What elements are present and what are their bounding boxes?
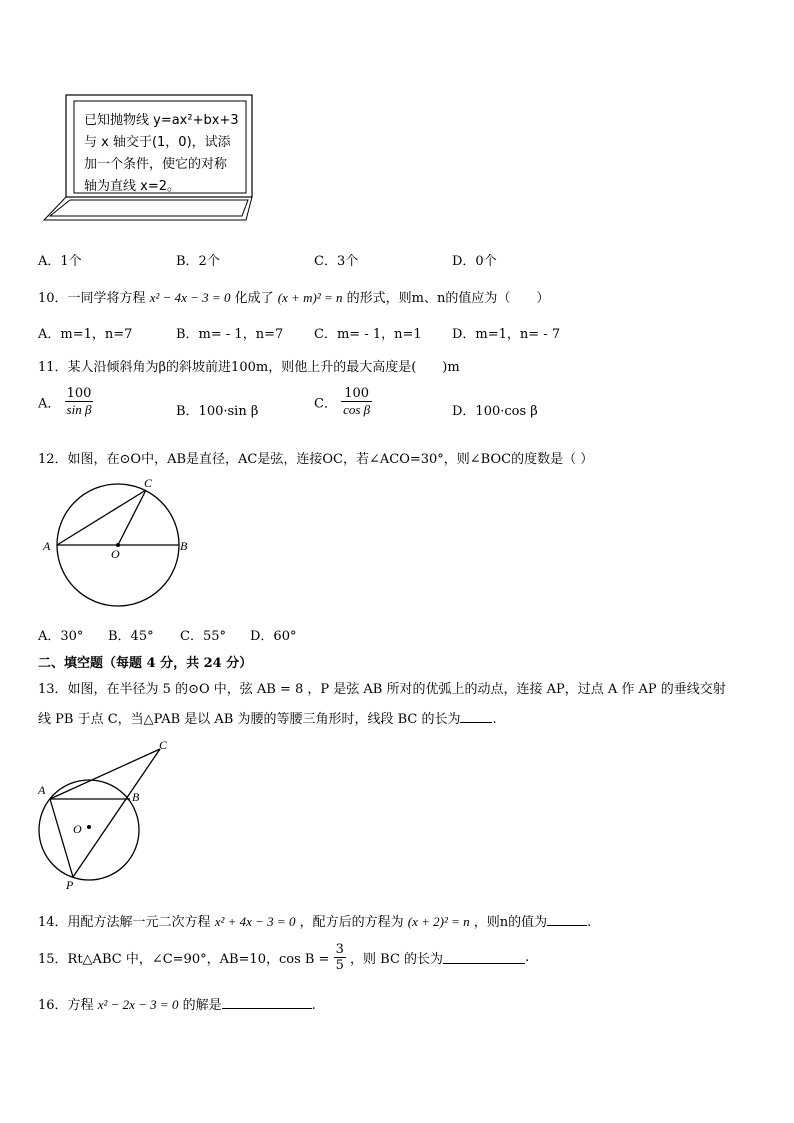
q14-equation-1: x² + 4x − 3 = 0 [214, 914, 296, 929]
q13-answer-blank [460, 710, 492, 723]
q10-equation-2: (x + m)² = n [277, 290, 343, 305]
q13-stem-line2: 线 PB 于点 C，当△PAB 是以 AB 为腰的等腰三角形时，线段 BC 的长为 . [38, 712, 497, 727]
q10-stem: 10．一同学将方程 x² − 4x − 3 = 0 化成了 (x + m)² = n 的形式，则m、n的值应为（ ） [38, 290, 550, 306]
q14-equation-2: (x + 2)² = n [407, 914, 470, 929]
q11-option-d: D．100·cos β [452, 404, 538, 419]
q13-label-b: B [132, 790, 140, 804]
q13-stem-line1: 13．如图，在半径为 5 的⊙O 中，弦 AB = 8 ，P 是弦 AB 所对的优弧上的动点，连接 AP，过点 A 作 AP 的垂线交射 [38, 682, 726, 697]
q11-option-c-fraction: $\frac{100}{\text{cos β}}$ [343, 386, 371, 417]
q9-option-c: C．3个 [314, 254, 359, 269]
q11-option-b: B．100·sin β [176, 404, 259, 419]
q15-answer-blank [443, 951, 525, 964]
q10-option-d: D．m=1，n= - 7 [452, 327, 561, 342]
q12-label-b: B [180, 539, 188, 553]
q14-stem: 14．用配方法解一元二次方程 x² + 4x − 3 = 0 ，配方后的方程为 (x + 2)² = n ，则n的值为 . [38, 914, 592, 930]
q13-circle-figure [32, 735, 182, 890]
q12-option-a: A．30° [38, 629, 84, 644]
q12-label-o: O [111, 547, 120, 561]
section-heading-fill-in: 二、填空题（每题 4 分，共 24 分） [38, 656, 253, 671]
q9-option-b: B．2个 [176, 254, 220, 269]
q13-center-dot [87, 825, 91, 829]
q11-stem: 11．某人沿倾斜角为β的斜坡前进100m，则他上升的最大高度是( )m [38, 360, 460, 375]
q12-label-a: A [43, 539, 51, 553]
q16-stem: 16．方程 x² − 2x − 3 = 0 的解是 . [38, 997, 316, 1013]
q12-option-d: D．60° [250, 629, 297, 644]
q13-circle [39, 780, 139, 880]
q11-option-c: C． $\frac{100}{\text{cos β}}$ [314, 386, 371, 417]
q10-equation-1: x² − 4x − 3 = 0 [149, 290, 231, 305]
q16-equation: x² − 2x − 3 = 0 [97, 997, 179, 1012]
board-line: 轴为直线 x=2。 [84, 179, 180, 194]
blackboard-text [84, 110, 239, 198]
q12-label-c: C [144, 476, 153, 490]
q13-label-p: P [66, 878, 74, 890]
q15-stem: 15．Rt△ABC 中，∠C=90°，AB=10，cos B = $\frac{3}{5}$ ，则 BC 的长为 . [38, 942, 530, 973]
q10-option-c: C．m= - 1，n=1 [314, 327, 422, 342]
q9-option-a: A．1个 [38, 254, 82, 269]
q12-option-b: B．45° [108, 629, 154, 644]
q13-label-c: C [159, 738, 168, 752]
q15-fraction: $\frac{3}{5}$ [335, 942, 344, 973]
q12-option-c: C．55° [180, 629, 226, 644]
q12-stem: 12．如图，在⊙O中，AB是直径，AC是弦，连接OC，若∠ACO=30°，则∠BOC的度数是（ ） [38, 452, 594, 467]
q13-label-o: O [73, 822, 82, 836]
q11-option-a: A． $\frac{100}{\text{sin β}}$ [38, 386, 92, 417]
q10-option-a: A．m=1，n=7 [38, 327, 133, 342]
board-line: 与 x 轴交于(1，0)，试添 [84, 135, 231, 150]
q13-label-a: A [38, 783, 46, 797]
q11-option-a-fraction: $\frac{100}{\text{sin β}}$ [66, 386, 92, 417]
board-line: 加一个条件，使它的对称 [84, 157, 228, 172]
q12-circle-figure [38, 470, 208, 615]
board-line: 已知抛物线 y=ax²+bx+3 [84, 113, 239, 128]
q9-option-d: D．0个 [452, 254, 497, 269]
q16-answer-blank [222, 996, 312, 1009]
q14-answer-blank [547, 913, 587, 926]
q10-option-b: B．m= - 1，n=7 [176, 327, 284, 342]
